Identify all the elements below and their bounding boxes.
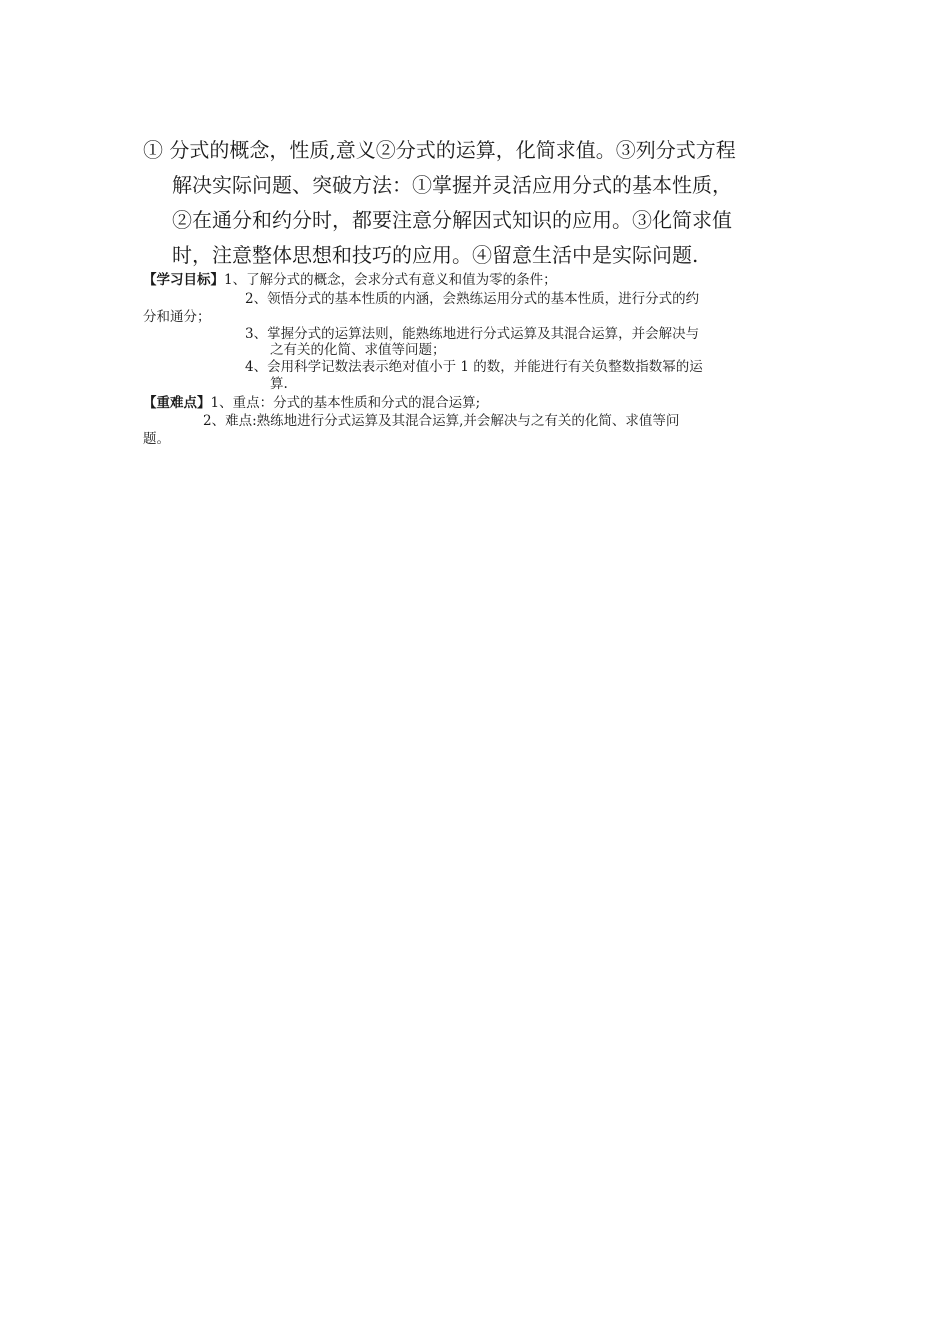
intro-line-4: 时，注意整体思想和技巧的应用。④留意生活中是实际问题. xyxy=(172,243,699,267)
objective-item-2-cont: 分和通分； xyxy=(143,309,211,325)
intro-line-3: ②在通分和约分时，都要注意分解因式知识的应用。③化简求值 xyxy=(172,208,732,232)
intro-line-1: ① 分式的概念，性质,意义②分式的运算，化简求值。③列分式方程 xyxy=(143,138,736,162)
keypoint-item-2: 2、难点:熟练地进行分式运算及其混合运算,并会解决与之有关的化简、求值等问 xyxy=(203,413,680,429)
objective-item-3: 3、掌握分式的运算法则，能熟练地进行分式运算及其混合运算，并会解决与 xyxy=(245,326,700,342)
objectives-line-1 xyxy=(143,272,808,289)
intro-line-2: 解决实际问题、突破方法：①掌握并灵活应用分式的基本性质， xyxy=(172,173,732,197)
objective-item-1: 1、了解分式的概念，会求分式有意义和值为零的条件； xyxy=(224,272,557,288)
intro-paragraph xyxy=(143,133,808,273)
objectives-label: 【学习目标】 xyxy=(143,272,224,288)
keypoints-label: 【重难点】 xyxy=(143,395,211,411)
objective-item-4-cont: 算. xyxy=(270,376,288,392)
objective-item-2: 2、领悟分式的基本性质的内涵，会熟练运用分式的基本性质，进行分式的约 xyxy=(245,291,700,307)
objective-item-3-cont: 之有关的化简、求值等问题； xyxy=(270,342,446,358)
keypoints-line-1 xyxy=(143,395,808,412)
objective-item-4: 4、会用科学记数法表示绝对值小于 1 的数，并能进行有关负整数指数幂的运 xyxy=(245,359,703,375)
keypoint-item-1: 1、重点：分式的基本性质和分式的混合运算; xyxy=(210,395,481,411)
keypoint-item-2-cont: 题。 xyxy=(143,431,170,447)
